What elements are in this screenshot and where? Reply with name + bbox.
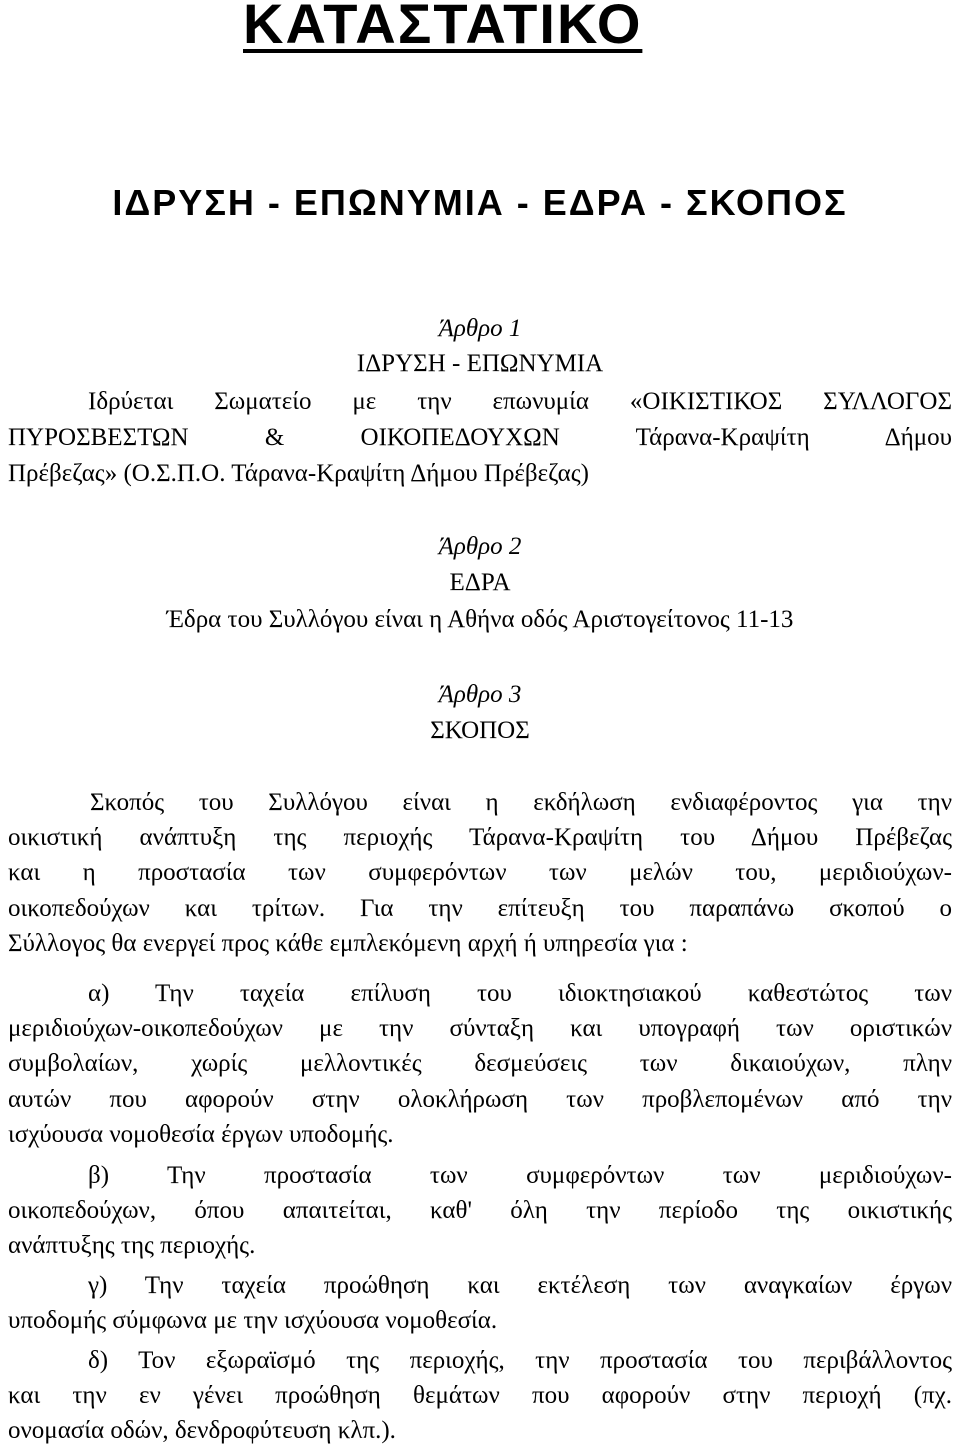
item-a-line: α) Την ταχεία επίλυση του ιδιοκτησιακού καθεστώτος των xyxy=(88,980,952,1007)
item-b-line: ανάπτυξης της περιοχής. xyxy=(8,1232,256,1260)
article-3-number: Άρθρο 3 xyxy=(438,681,522,708)
item-b-line: β) Την προστασία των συμφερόντων των μεριδιούχων- xyxy=(88,1162,952,1189)
article-3-intro-line: οικιστική ανάπτυξη της περιοχής Τάρανα-Κραψίτη του Δήμου Πρέβεζας xyxy=(8,824,952,852)
document-title: ΚΑΤΑΣΤΑΤΙΚΟ xyxy=(243,0,643,55)
article-3-heading: ΣΚΟΠΟΣ xyxy=(430,717,530,744)
article-3-item-c xyxy=(8,1268,952,1338)
item-a-line: μεριδιούχων-οικοπεδούχων με την σύνταξη και υπογραφή των οριστικών xyxy=(8,1015,952,1043)
article-3-intro-line: οικοπεδούχων και τρίτων. Για την επίτευξη του παραπάνω σκοπού ο xyxy=(8,894,952,922)
article-1-line: ΠΥΡΟΣΒΕΣΤΩΝ & ΟΙΚΟΠΕΔΟΥΧΩΝ Τάρανα-Κραψίτη Δήμου xyxy=(8,424,952,451)
article-3-item-b xyxy=(8,1158,952,1264)
item-a-line: αυτών που αφορούν στην ολοκλήρωση των προβλεπομένων από την xyxy=(8,1085,952,1113)
item-a-line: συμβολαίων, χωρίς μελλοντικές δεσμεύσεις των δικαιούχων, πλην xyxy=(8,1050,952,1078)
article-1-line: Ιδρύεται Σωματείο με την επωνυμία «ΟΙΚΙΣΤΙΚΟΣ ΣΥΛΛΟΓΟΣ xyxy=(88,388,952,415)
article-2-number: Άρθρο 2 xyxy=(438,533,522,560)
article-1-line: Πρέβεζας» (Ο.Σ.Π.Ο. Τάρανα-Κραψίτη Δήμου Πρέβεζας) xyxy=(8,460,589,487)
article-3-item-d xyxy=(8,1343,952,1449)
article-1-body xyxy=(8,384,952,492)
item-b-line: οικοπεδούχων, όπου απαιτείται, καθ' όλη την περίοδο της οικιστικής xyxy=(8,1197,952,1225)
article-1-number: Άρθρο 1 xyxy=(438,315,522,342)
item-d-line: ονομασία οδών, δενδροφύτευση κλπ.). xyxy=(8,1417,396,1445)
item-d-line: και την εν γένει προώθηση θεμάτων που αφορούν στην περιοχή (πχ. xyxy=(8,1382,952,1410)
item-a-line: ισχύουσα νομοθεσία έργων υποδομής. xyxy=(8,1120,394,1148)
article-2-text: Έδρα του Συλλόγου είναι η Αθήνα οδός Αριστογείτονος 11-13 xyxy=(166,606,794,633)
article-3-intro-line: Σύλλογος θα ενεργεί προς κάθε εμπλεκόμενη αρχή ή υπηρεσία για : xyxy=(8,929,688,957)
item-d-line: δ) Τον εξωραϊσμό της περιοχής, την προστασία του περιβάλλοντος xyxy=(88,1347,952,1374)
article-1-heading: ΙΔΡΥΣΗ - ΕΠΩΝΥΜΙΑ xyxy=(356,350,604,377)
article-3-intro xyxy=(8,785,952,961)
article-3-intro-line: Σκοπός του Συλλόγου είναι η εκδήλωση ενδιαφέροντος για την xyxy=(90,789,952,816)
article-3-intro-line: και η προστασία των συμφερόντων των μελών του, μεριδιούχων- xyxy=(8,859,952,887)
section-heading: ΙΔΡΥΣΗ - ΕΠΩΝΥΜΙΑ - ΕΔΡΑ - ΣΚΟΠΟΣ xyxy=(112,182,848,223)
item-c-line: υποδομής σύμφωνα με την ισχύουσα νομοθεσία. xyxy=(8,1307,498,1335)
item-c-line: γ) Την ταχεία προώθηση και εκτέλεση των αναγκαίων έργων xyxy=(88,1272,952,1299)
article-3-item-a xyxy=(8,976,952,1152)
article-2-heading: ΕΔΡΑ xyxy=(449,569,511,596)
